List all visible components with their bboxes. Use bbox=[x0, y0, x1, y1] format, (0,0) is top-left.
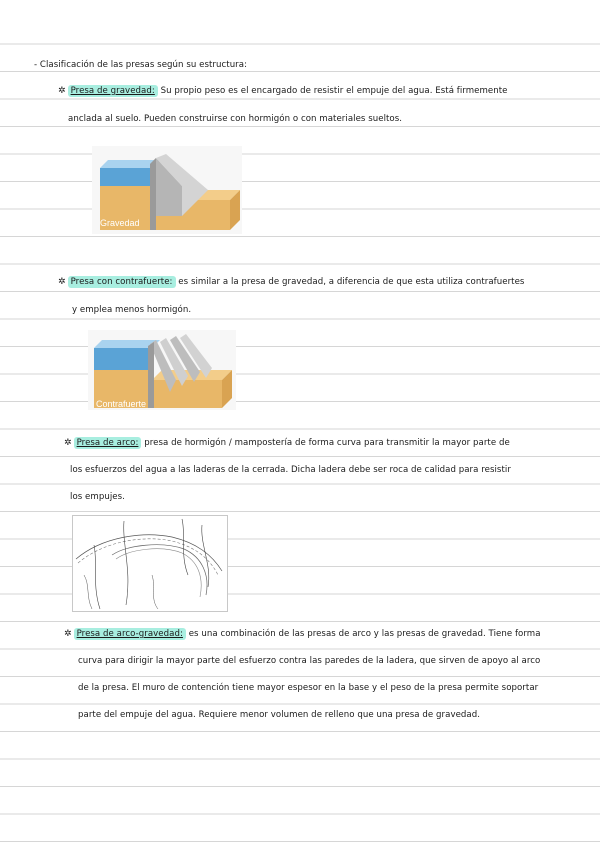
arch-dam-line-1: ✲ Presa de arco: presa de hormigón / mampostería de forma curva para transmitir la mayor parte de bbox=[64, 438, 510, 448]
arch-dam-line-3: los empujes. bbox=[70, 492, 125, 502]
term-arch-gravity-dam: Presa de arco-gravedad: bbox=[74, 628, 186, 640]
arch-gravity-dam-line-1: ✲ Presa de arco-gravedad: es una combinación de las presas de arco y las presas de gravedad. Tiene forma bbox=[64, 629, 541, 639]
gravity-figure-label: Gravedad bbox=[100, 218, 140, 228]
buttress-dam-line-1: ✲ Presa con contrafuerte: es similar a la presa de gravedad, a diferencia de que esta utiliza contrafuertes bbox=[58, 277, 525, 287]
gravity-dam-figure bbox=[92, 146, 242, 234]
star-icon: ✲ bbox=[64, 629, 72, 639]
gravity-dam-line-1: ✲ Presa de gravedad: Su propio peso es el encargado de resistir el empuje del agua. Está firmemente bbox=[58, 86, 508, 96]
arch-gravity-dam-line-2: curva para dirigir la mayor parte del esfuerzo contra las paredes de la ladera, que sirven de apoyo al arco bbox=[78, 656, 541, 666]
term-gravity-dam: Presa de gravedad: bbox=[68, 85, 158, 97]
star-icon: ✲ bbox=[58, 277, 66, 287]
gravity-dam-line-2: anclada al suelo. Pueden construirse con hormigón o con materiales sueltos. bbox=[68, 114, 403, 124]
star-icon: ✲ bbox=[58, 86, 66, 96]
buttress-dam-figure bbox=[88, 330, 236, 410]
buttress-figure-label: Contrafuerte bbox=[96, 399, 147, 409]
heading: - Clasificación de las presas según su estructura: bbox=[34, 60, 248, 70]
term-buttress-dam: Presa con contrafuerte: bbox=[68, 276, 176, 288]
arch-gravity-dam-line-4: parte del empuje del agua. Requiere menor volumen de relleno que una presa de gravedad. bbox=[78, 710, 481, 720]
arch-dam-sketch bbox=[72, 515, 228, 612]
arch-dam-line-2: los esfuerzos del agua a las laderas de la cerrada. Dicha ladera debe ser roca de calidad para resistir bbox=[70, 465, 511, 475]
term-arch-dam: Presa de arco: bbox=[74, 437, 142, 449]
buttress-dam-line-2: y emplea menos hormigón. bbox=[72, 305, 192, 315]
star-icon: ✲ bbox=[64, 438, 72, 448]
arch-gravity-dam-line-3: de la presa. El muro de contención tiene mayor espesor en la base y el peso de la presa permite soportar bbox=[78, 683, 539, 693]
